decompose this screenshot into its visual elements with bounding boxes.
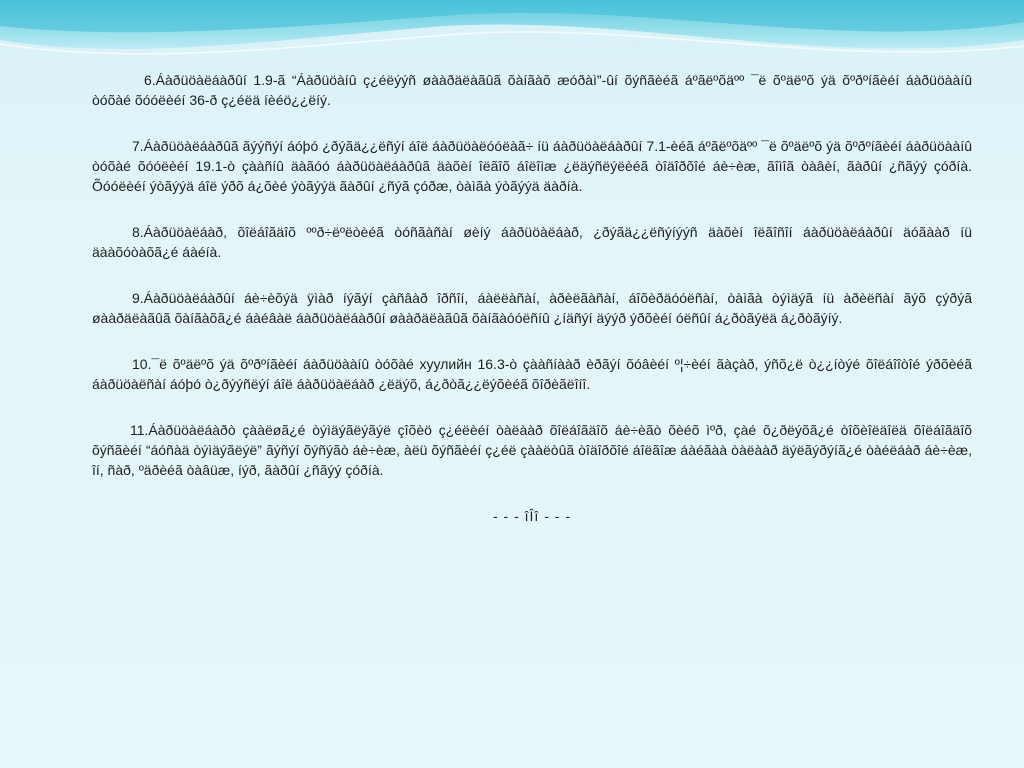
slide-content: [92, 70, 972, 526]
paragraph-11: 11.Áàðüöàëáàðò çààëøã¿é òýìäýãëýãýë çîõèö ç¿éëèéí òàëààð õîëáîãäîõ áè÷èãò õèéõ ìºð, çàé õ¿ðëýõã¿é òîõèîëäîëä õîëáîãäîõ õýñãèéí “áóñàä òýìäýãëýë” ãýñýí õýñýãò áè÷èæ, àëü õýñãèéí ç¿éë çààëòûã òîäîðõîé áîëãîæ áàéãàà òàëààð äýëãýðýíã¿é òàéëáàð áè÷èæ, îí, ñàð, ºäðèéã òàâüæ, íýð, ãàðûí ¿ñãýý çóðíà.: [92, 422, 972, 478]
paragraph-6: 6.Áàðüöàëáàðûí 1.9-ã “Áàðüöàíû ç¿éëýýñ øààðäëàãûã õàíãàõ æóðàì”-ûí õýñãèéã áºãëºõäºº ¯ë õºäëºõ ýä õºðºíãèéí áàðüöààíû òóõàé õóóëèéí 36-ð ç¿éëä íèéö¿¿ëíý.: [92, 72, 972, 108]
slide-footer-separator: - - - îÎî - - -: [493, 508, 571, 524]
paragraph-9: 9.Áàðüöàëáàðûí áè÷èõýä ÿìàð íýãýí çàñâàð îðñîí, áàëëàñàí, àðèëãàñàí, áîõèðäóóëñàí, òàìãà òýìäýã íü àðèëñàí ãýõ çýðýã øààðäëàãûã õàíãàõã¿é áàéâàë áàðüöàëáàðûí øààðäëàãûã õàíãàóóëñíû ¿íäñýí äýýð ýðõèéí óëñûí á¿ðòãýëä á¿ðòãýíý.: [92, 290, 972, 326]
paragraph-7: 7.Áàðüöàëáàðûã ãýýñýí áóþó ¿ðýãä¿¿ëñýí áîë áàðüöàëóóëàã÷ íü áàðüöàëáàðûí 7.1-èéã áºãëºõäºº ¯ë õºäëºõ ýä õºðºíãèéí áàðüöààíû òóõàé õóóëèéí 19.1-ò çààñíû äàãóó áàðüöàëáàðûã äàõèí îëãîõ áîëîìæ ¿ëäýñëýëèéã òîäîðõîé áè÷èæ, ãîìîã òàâèí, ãàðûí ¿ñãýý çóðíà. Õóóëèéí ýòãýýä áîë ýðõ á¿õèé ýòãýýä ãàðûí ¿ñýã çóðæ, òàìãà ýòãýýä äàðíà.: [92, 138, 972, 194]
paragraph-10: 10.¯ë õºäëºõ ýä õºðºíãèéí áàðüöààíû òóõàé хуулийн 16.3-ò çààñíààð èðãýí õóâèéí º¦÷èéí ãàçàð, ýñõ¿ë ò¿¿íòýé õîëáîîòîé ýðõèéã áàðüöàëñàí áóþó ò¿ðýýñëýí áîë áàðüöàëáàð ¿ëäýõ, á¿ðòã¿¿ëýõèéã õîðèãëîíî.: [92, 356, 972, 392]
paragraph-8: 8.Áàðüöàëáàð, õîëáîãäîõ ººð÷ëºëòèéã òóñãàñàí øèíý áàðüöàëáàð, ¿ðýãä¿¿ëñýíýýñ äàõèí îëãîñîí áàðüöàëáàðûí äóãààð íü äààõóòàõã¿é áàéíà.: [92, 224, 972, 260]
